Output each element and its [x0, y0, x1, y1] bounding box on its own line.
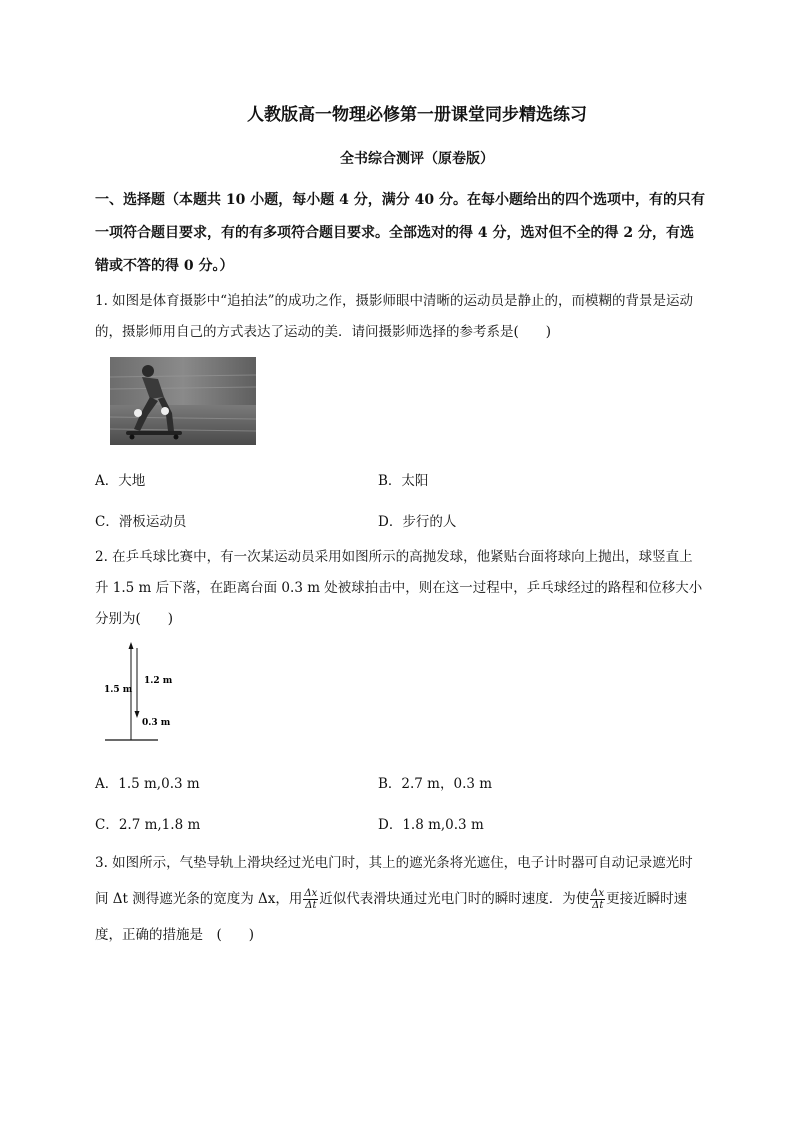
- page-title: 人教版高一物理必修第一册课堂同步精选练习: [247, 105, 587, 125]
- q3-text-part1: 3. 如图所示，气垫导轨上滑块经过光电门时，其上的遮光条将光遮住，电子计时器可自动记录遮光时间 Δt 测得遮光条的宽度为 Δx，用: [95, 855, 693, 907]
- q3-text-part3: 更接近瞬时速度，正确的措施是 ( ): [95, 891, 688, 943]
- question-2-text: 2. 在乒乓球比赛中，有一次某运动员采用如图所示的高抛发球，他紧贴台面将球向上抛出，球竖直上升 1.5 m 后下落，在距离台面 0.3 m 处被球拍击中，则在这一过程中，乒乓球经过的路程和位移大小分别为( ): [95, 549, 703, 627]
- q2-option-b: B．2.7 m，0.3 m: [378, 776, 493, 792]
- skateboarder-photo: [110, 357, 256, 445]
- q2-option-d: D．1.8 m,0.3 m: [378, 817, 484, 833]
- q3-frac1-num: Δx: [304, 888, 318, 899]
- q3-fraction-1: [303, 888, 318, 911]
- label-1-5m: 1.5 m: [104, 685, 133, 695]
- question-1-text: 1. 如图是体育摄影中“追拍法”的成功之作，摄影师眼中清晰的运动员是静止的，而模糊的背景是运动的，摄影师用自己的方式表达了运动的美．请问摄影师选择的参考系是( ): [95, 293, 693, 340]
- q3-fraction-2: [590, 888, 605, 911]
- q1-option-b: B．太阳: [378, 473, 429, 489]
- page-subtitle: 全书综合测评（原卷版）: [340, 151, 494, 167]
- ball-trajectory-diagram: [100, 640, 180, 745]
- label-0-3m: 0.3 m: [142, 718, 171, 728]
- q3-frac2-num: Δx: [591, 888, 605, 899]
- question-3-text: [95, 845, 705, 953]
- q3-frac1-den: Δt: [305, 900, 317, 911]
- label-1-2m: 1.2 m: [144, 676, 173, 686]
- q3-frac2-den: Δt: [592, 900, 604, 911]
- q2-option-c: C．2.7 m,1.8 m: [95, 817, 201, 833]
- q1-option-a: A．大地: [95, 473, 146, 489]
- q2-option-a: A．1.5 m,0.3 m: [95, 776, 200, 792]
- section-instructions: 一、选择题（本题共 10 小题，每小题 4 分，满分 40 分。在每小题给出的四个选项中，有的只有一项符合题目要求，有的有多项符合题目要求。全部选对的得 4 分，选对但不全的得 2 分，有选错或不答的得 0 分。）: [95, 192, 705, 274]
- q1-option-d: D．步行的人: [378, 514, 457, 530]
- q3-text-part2: 近似代表滑块通过光电门时的瞬时速度．为使: [319, 891, 590, 907]
- q1-option-c: C．滑板运动员: [95, 514, 187, 530]
